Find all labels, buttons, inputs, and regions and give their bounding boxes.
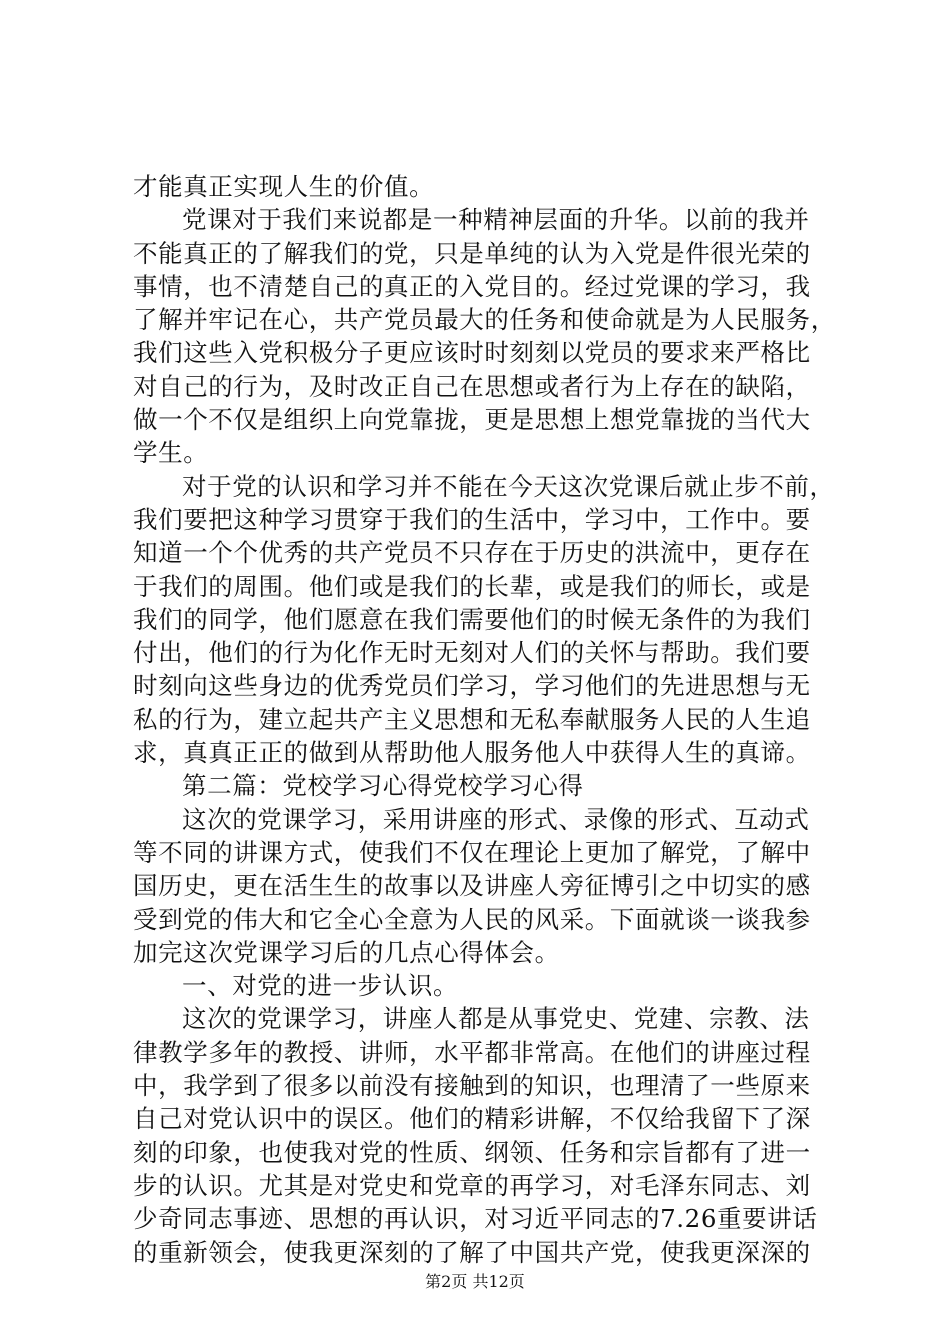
text-line: 学生。	[133, 438, 209, 468]
text-line: 私的行为，建立起共产主义思想和无私奉献服务人民的人生追	[133, 704, 811, 734]
text-line: 我们的同学，他们愿意在我们需要他们的时候无条件的为我们	[133, 604, 811, 634]
text-line: 我们要把这种学习贯穿于我们的生活中，学习中，工作中。要	[133, 504, 811, 534]
text-line: 步的认识。尤其是对党史和党章的再学习，对毛泽东同志、刘	[133, 1170, 811, 1200]
document-body	[133, 170, 836, 1269]
text-line: 不能真正的了解我们的党，只是单纯的认为入党是件很光荣的	[133, 238, 811, 268]
text-line: 这次的党课学习，采用讲座的形式、录像的形式、互动式	[182, 804, 810, 834]
text-line: 一、对党的进一步认识。	[182, 971, 459, 1001]
text-line: 国历史，更在活生生的故事以及讲座人旁征博引之中切实的感	[133, 871, 811, 901]
text-line: 事情，也不清楚自己的真正的入党目的。经过党课的学习，我	[133, 271, 811, 301]
text-line: 对于党的认识和学习并不能在今天这次党课后就止步不前，	[182, 471, 835, 501]
text-line: 第二篇：党校学习心得党校学习心得	[182, 771, 584, 801]
text-line: 受到党的伟大和它全心全意为人民的风采。下面就谈一谈我参	[133, 904, 811, 934]
text-line: 知道一个个优秀的共产党员不只存在于历史的洪流中，更存在	[133, 538, 811, 568]
text-line: 时刻向这些身边的优秀党员们学习，学习他们的先进思想与无	[133, 671, 811, 701]
text-line: 做一个不仅是组织上向党靠拢，更是思想上想党靠拢的当代大	[133, 405, 811, 435]
text-line: 律教学多年的教授、讲师，水平都非常高。在他们的讲座过程	[133, 1037, 811, 1067]
text-line: 党课对于我们来说都是一种精神层面的升华。以前的我并	[182, 205, 810, 235]
text-line: 的重新领会，使我更深刻的了解了中国共产党，使我更深深的	[133, 1237, 811, 1267]
text-line: 了解并牢记在心，共产党员最大的任务和使命就是为人民服务，	[133, 305, 836, 335]
text-line: 自己对党认识中的误区。他们的精彩讲解，不仅给我留下了深	[133, 1104, 811, 1134]
text-line: 求，真真正正的做到从帮助他人服务他人中获得人生的真谛。	[133, 738, 811, 768]
text-line: 等不同的讲课方式，使我们不仅在理论上更加了解党，了解中	[133, 837, 811, 867]
text-line: 这次的党课学习，讲座人都是从事党史、党建、宗教、法	[182, 1004, 810, 1034]
page-footer: 第2页 共12页	[425, 1272, 525, 1291]
text-line: 付出，他们的行为化作无时无刻对人们的关怀与帮助。我们要	[133, 638, 811, 668]
text-line: 对自己的行为，及时改正自己在思想或者行为上存在的缺陷，	[133, 371, 811, 401]
text-line: 刻的印象，也使我对党的性质、纲领、任务和宗旨都有了进一	[133, 1137, 811, 1167]
text-line: 少奇同志事迹、思想的再认识，对习近平同志的7.26重要讲话	[133, 1204, 818, 1234]
text-line: 才能真正实现人生的价值。	[133, 172, 435, 201]
text-line: 中，我学到了很多以前没有接触到的知识，也理清了一些原来	[133, 1071, 811, 1101]
text-line: 于我们的周围。他们或是我们的长辈，或是我们的师长，或是	[133, 571, 811, 601]
text-line: 我们这些入党积极分子更应该时时刻刻以党员的要求来严格比	[133, 338, 811, 368]
text-line: 加完这次党课学习后的几点心得体会。	[133, 937, 560, 967]
